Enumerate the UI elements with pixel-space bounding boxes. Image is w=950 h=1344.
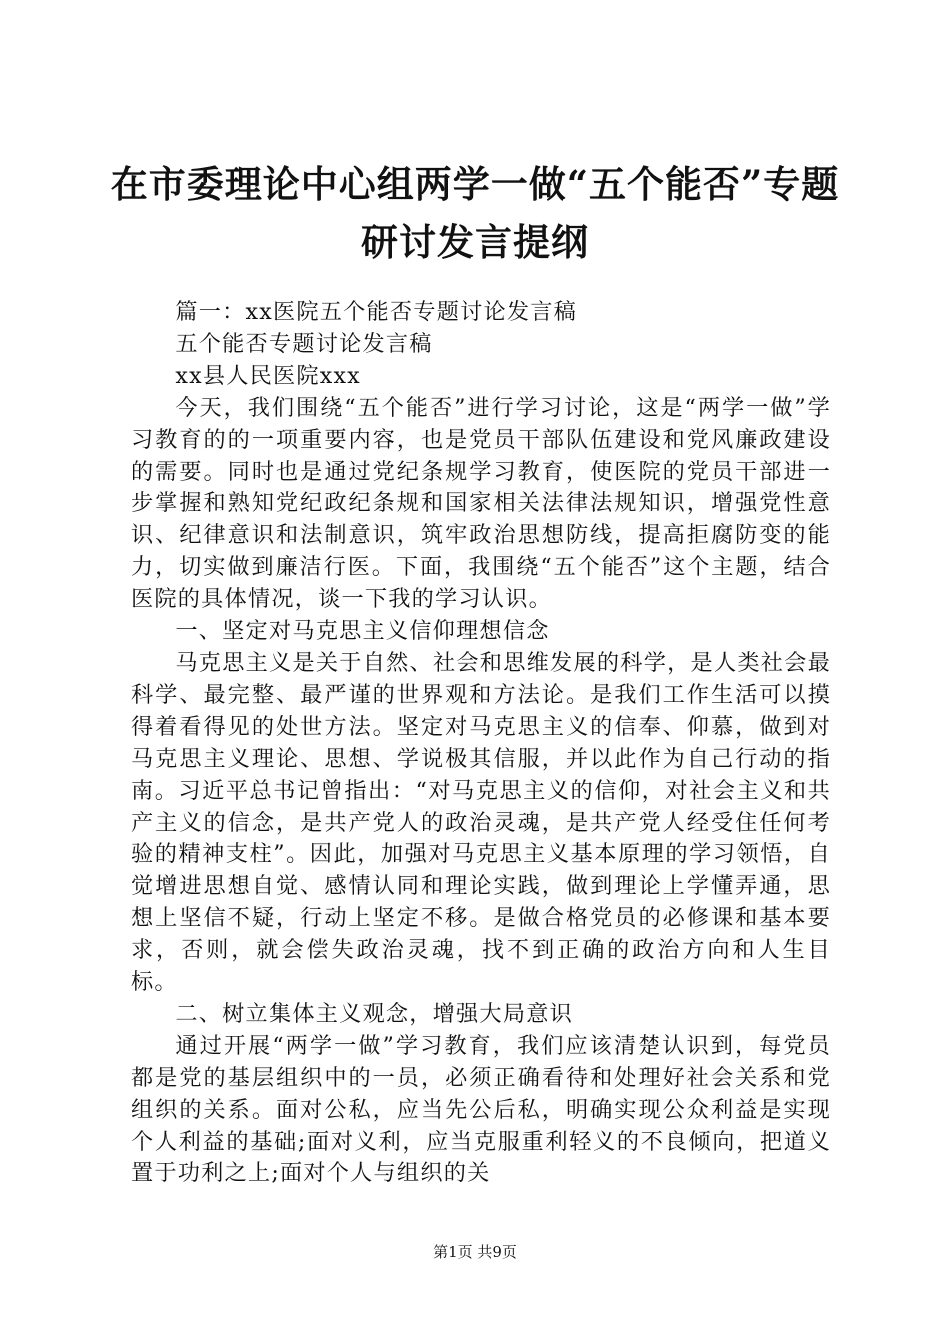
speaker-line: xx县人民医院xxx	[175, 362, 361, 389]
document-title-line-1: 在市委理论中心组两学一做“五个能否”专题	[110, 162, 840, 206]
section-heading: 一、坚定对马克思主义信仰理想信念	[175, 618, 550, 645]
speech-title: 五个能否专题讨论发言稿	[175, 330, 433, 357]
page-number-footer: 第1页 共9页	[433, 1243, 517, 1261]
section-heading: 二、树立集体主义观念，增强大局意识	[175, 1000, 573, 1027]
body-paragraph: 马克思主义是关于自然、社会和思维发展的科学，是人类社会最科学、最完整、最严谨的世界观和方法论。是我们工作生活可以摸得着看得见的处世方法。坚定对马克思主义的信奉、仰慕，做到对马克思主义理论、思想、学说极其信服，并以此作为自己行动的指南。习近平总书记曾指出：“对马克思主义的信仰，对社会主义和共产主义的信念，是共产党人的政治灵魂，是共产党人经受住任何考验的精神支柱”。因此，加强对马克思主义基本原理的学习领悟，自觉增进思想自觉、感情认同和理论实践，做到理论上学懂弄通，思想上坚信不疑，行动上坚定不移。是做合格党员的必修课和基本要求，否则，就会偿失政治灵魂，找不到正确的政治方向和人生目标。	[131, 649, 831, 996]
section-heading-part-one: 篇一：xx医院五个能否专题讨论发言稿	[175, 299, 578, 325]
body-paragraph: 今天，我们围绕“五个能否”进行学习讨论，这是“两学一做”学习教育的的一项重要内容，也是党员干部队伍建设和党风廉政建设的需要。同时也是通过党纪条规学习教育，使医院的党员干部进一步掌握和熟知党纪政纪条规和国家相关法律法规知识，增强党性意识、纪律意识和法制意识，筑牢政治思想防线，提高拒腐防变的能力，切实做到廉洁行医。下面，我围绕“五个能否”这个主题，结合医院的具体情况，谈一下我的学习认识。	[131, 394, 831, 613]
body-paragraph: 通过开展“两学一做”学习教育，我们应该清楚认识到，每党员都是党的基层组织中的一员，必须正确看待和处理好社会关系和党组织的关系。面对公私，应当先公后私，明确实现公众利益是实现个人利益的基础;面对义利，应当克服重利轻义的不良倾向，把道义置于功利之上;面对个人与组织的关	[131, 1032, 831, 1187]
document-title-line-2: 研讨发言提纲	[361, 220, 589, 264]
document-body	[131, 297, 831, 1190]
